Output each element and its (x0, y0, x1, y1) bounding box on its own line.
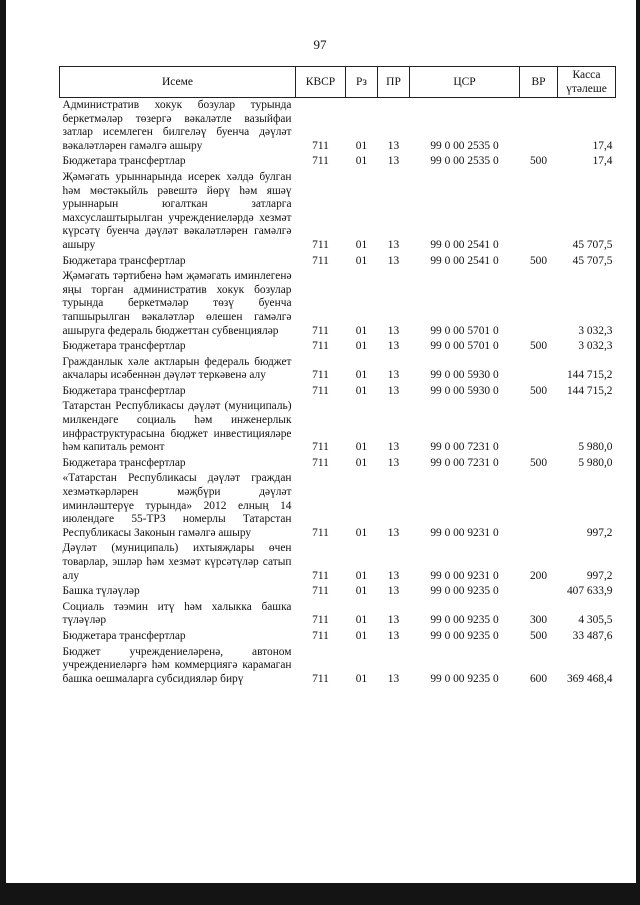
cell-kvsr: 711 (312, 614, 329, 627)
cell-csr: 99 0 00 7231 0 (430, 441, 499, 454)
table-row (60, 254, 616, 270)
cell-vr: 300 (529, 614, 548, 627)
cell-pr: 13 (387, 254, 400, 267)
cell-csr: 99 0 00 7231 0 (430, 456, 499, 469)
cell-kvsr: 711 (312, 340, 329, 353)
cell-pr: 13 (387, 369, 400, 382)
cell-kvsr: 711 (312, 238, 329, 251)
cell-pr: 13 (387, 340, 400, 353)
cell-csr: 99 0 00 9235 0 (430, 614, 499, 627)
cell-csr: 99 0 00 5930 0 (430, 369, 499, 382)
header-rz: Рз (346, 67, 378, 98)
cell-csr: 99 0 00 9231 0 (430, 526, 499, 539)
cell-vr (520, 98, 558, 155)
cell-csr: 99 0 00 2541 0 (430, 238, 499, 251)
cell-pr: 13 (387, 672, 400, 685)
scan-border-left (0, 0, 6, 905)
header-vr: ВР (520, 67, 558, 98)
cell-rz: 01 (355, 456, 368, 469)
scan-border-right (636, 0, 640, 905)
cell-vr: 500 (529, 155, 548, 168)
table-row (60, 170, 616, 254)
table-row (60, 154, 616, 170)
cell-name: Бюджетара трансфертлар (62, 384, 186, 397)
cell-name: «Татарстан Республикасы дәүләт граждан хезмәткәрләрен мәҗбүри дәүләт иминләштерүе турында» 2012 елның 14 июлендәге 55-ТРЗ номерлы Татарстан Республикасы Законын гамәлгә ашыру (62, 472, 292, 539)
cell-amount: 33 487,6 (572, 629, 613, 642)
cell-vr: 500 (529, 384, 548, 397)
cell-name: Бюджетара трансфертлар (62, 254, 186, 267)
cell-amount: 3 032,3 (578, 324, 613, 337)
cell-rz: 01 (355, 629, 368, 642)
cell-pr: 13 (387, 614, 400, 627)
cell-csr: 99 0 00 9235 0 (430, 629, 499, 642)
cell-kvsr: 711 (312, 324, 329, 337)
cell-kvsr: 711 (312, 526, 329, 539)
cell-csr: 99 0 00 2541 0 (430, 254, 499, 267)
cell-name: Бюджетара трансфертлар (62, 629, 186, 642)
cell-name: Административ хокук бозулар турында беркетмәләр төзергә вәкаләтле вазыйфаи затлар исемлеген билгеләү буенча дәүләт вәкаләтләрен гамәлгә ашыру (62, 99, 292, 152)
cell-vr (520, 399, 558, 455)
cell-rz: 01 (355, 340, 368, 353)
cell-amount: 4 305,5 (578, 614, 613, 627)
cell-kvsr: 711 (312, 155, 329, 168)
cell-amount: 45 707,5 (572, 254, 613, 267)
cell-csr: 99 0 00 9231 0 (430, 569, 499, 582)
cell-name: Бюджетара трансфертлар (62, 456, 186, 469)
cell-csr: 99 0 00 2535 0 (430, 155, 499, 168)
cell-amount: 17,4 (592, 139, 613, 152)
cell-kvsr: 711 (312, 456, 329, 469)
cell-rz: 01 (355, 369, 368, 382)
cell-amount: 997,2 (586, 569, 613, 582)
cell-amount: 5 980,0 (578, 441, 613, 454)
cell-pr: 13 (387, 155, 400, 168)
cell-vr: 500 (529, 456, 548, 469)
cell-rz: 01 (355, 254, 368, 267)
cell-pr: 13 (387, 585, 400, 598)
cell-csr: 99 0 00 2535 0 (430, 139, 499, 152)
cell-rz: 01 (355, 155, 368, 168)
cell-vr (520, 170, 558, 254)
header-amount (558, 67, 616, 98)
header-kvsr: КВСР (296, 67, 346, 98)
table-row (60, 384, 616, 400)
cell-rz: 01 (355, 324, 368, 337)
cell-amount: 45 707,5 (572, 238, 613, 251)
table-row (60, 471, 616, 541)
header-csr: ЦСР (410, 67, 520, 98)
cell-rz: 01 (355, 614, 368, 627)
cell-pr: 13 (387, 324, 400, 337)
cell-csr: 99 0 00 9235 0 (430, 672, 499, 685)
table-row (60, 629, 616, 645)
table-row (60, 339, 616, 355)
cell-name: Социаль тәэмин итү һәм халыкка башка түләүләр (62, 600, 292, 627)
cell-amount: 369 468,4 (566, 672, 613, 685)
cell-amount: 17,4 (592, 155, 613, 168)
table-row (60, 541, 616, 584)
budget-table (59, 66, 616, 687)
cell-amount: 997,2 (586, 526, 613, 539)
scan-border-bottom (0, 883, 640, 905)
table-row (60, 584, 616, 600)
cell-pr: 13 (387, 569, 400, 582)
table-header-row (60, 67, 616, 98)
cell-vr (520, 355, 558, 384)
cell-rz: 01 (355, 384, 368, 397)
cell-name: Дәүләт (муниципаль) ихтыяҗлары өчен товарлар, эшләр һәм хезмәт күрсәтүләр сатып алу (62, 542, 292, 582)
table-row (60, 269, 616, 339)
cell-name: Гражданлык хәле актларын федераль бюджет акчалары исәбеннән дәүләт теркәвенә алу (62, 355, 292, 382)
cell-name: Бюджетара трансфертлар (62, 155, 186, 168)
cell-pr: 13 (387, 629, 400, 642)
table-row (60, 98, 616, 155)
table-row (60, 355, 616, 384)
table-row (60, 399, 616, 455)
cell-csr: 99 0 00 9235 0 (430, 585, 499, 598)
cell-kvsr: 711 (312, 672, 329, 685)
header-pr: ПР (378, 67, 410, 98)
cell-vr: 500 (529, 629, 548, 642)
header-amount-line2: үтәлеше (566, 83, 607, 95)
cell-vr (520, 269, 558, 339)
cell-vr: 200 (529, 569, 548, 582)
cell-name: Башка түләүләр (62, 585, 140, 598)
cell-name: Татарстан Республикасы дәүләт (муниципаль) милкендәге социаль һәм инженерлык инфраструктурасына бюджет инвестицияләре һәм капиталь ремонт (62, 400, 292, 454)
cell-name: Бюджет учреждениеләренә, автоном учреждениеләргә һәм коммерциягә карамаган башка оешмаларга субсидияләр бирү (62, 645, 292, 685)
cell-name: Бюджетара трансфертлар (62, 340, 186, 353)
cell-kvsr: 711 (312, 629, 329, 642)
cell-name: Җәмәгать урыннарында исерек хәлдә булган һәм мөстәкыйль рәвештә йөрү һәм яшәү урыннарын югалткан затларга махсуслаштырылган учреждениеләрдә хезмәт күрсәтү буенча дәүләт вәкаләтләрен гамәлгә ашыру (62, 170, 292, 251)
header-name: Исеме (60, 67, 296, 98)
table-row (60, 600, 616, 629)
cell-amount: 144 715,2 (566, 384, 613, 397)
cell-csr: 99 0 00 5930 0 (430, 384, 499, 397)
cell-rz: 01 (355, 569, 368, 582)
cell-rz: 01 (355, 139, 368, 152)
cell-amount: 3 032,3 (578, 340, 613, 353)
cell-vr (520, 584, 558, 600)
cell-rz: 01 (355, 238, 368, 251)
cell-vr: 500 (529, 340, 548, 353)
cell-amount: 407 633,9 (566, 585, 613, 598)
cell-vr (520, 471, 558, 541)
cell-name: Җәмәгать тәртибенә һәм җәмәгать иминлегенә яңы торган административ хокук бозулар турында беркетмәләр төзү буенча тапшырылган вәкаләтләр өлешен гамәлгә ашыруга федераль бюджеттан субвенцияләр (62, 270, 292, 337)
cell-vr: 600 (529, 672, 548, 685)
cell-kvsr: 711 (312, 139, 329, 152)
cell-rz: 01 (355, 526, 368, 539)
cell-kvsr: 711 (312, 254, 329, 267)
cell-kvsr: 711 (312, 441, 329, 454)
cell-csr: 99 0 00 5701 0 (430, 340, 499, 353)
table-row (60, 456, 616, 472)
cell-kvsr: 711 (312, 369, 329, 382)
cell-pr: 13 (387, 456, 400, 469)
cell-csr: 99 0 00 5701 0 (430, 324, 499, 337)
cell-pr: 13 (387, 526, 400, 539)
cell-pr: 13 (387, 139, 400, 152)
cell-rz: 01 (355, 585, 368, 598)
cell-rz: 01 (355, 441, 368, 454)
cell-amount: 5 980,0 (578, 456, 613, 469)
cell-vr: 500 (529, 254, 548, 267)
cell-kvsr: 711 (312, 585, 329, 598)
cell-amount: 144 715,2 (566, 369, 613, 382)
cell-rz: 01 (355, 672, 368, 685)
page-number: 97 (313, 37, 327, 52)
cell-pr: 13 (387, 238, 400, 251)
cell-pr: 13 (387, 384, 400, 397)
table-row (60, 645, 616, 688)
cell-kvsr: 711 (312, 569, 329, 582)
header-amount-line1: Касса (572, 69, 601, 81)
cell-pr: 13 (387, 441, 400, 454)
cell-kvsr: 711 (312, 384, 329, 397)
